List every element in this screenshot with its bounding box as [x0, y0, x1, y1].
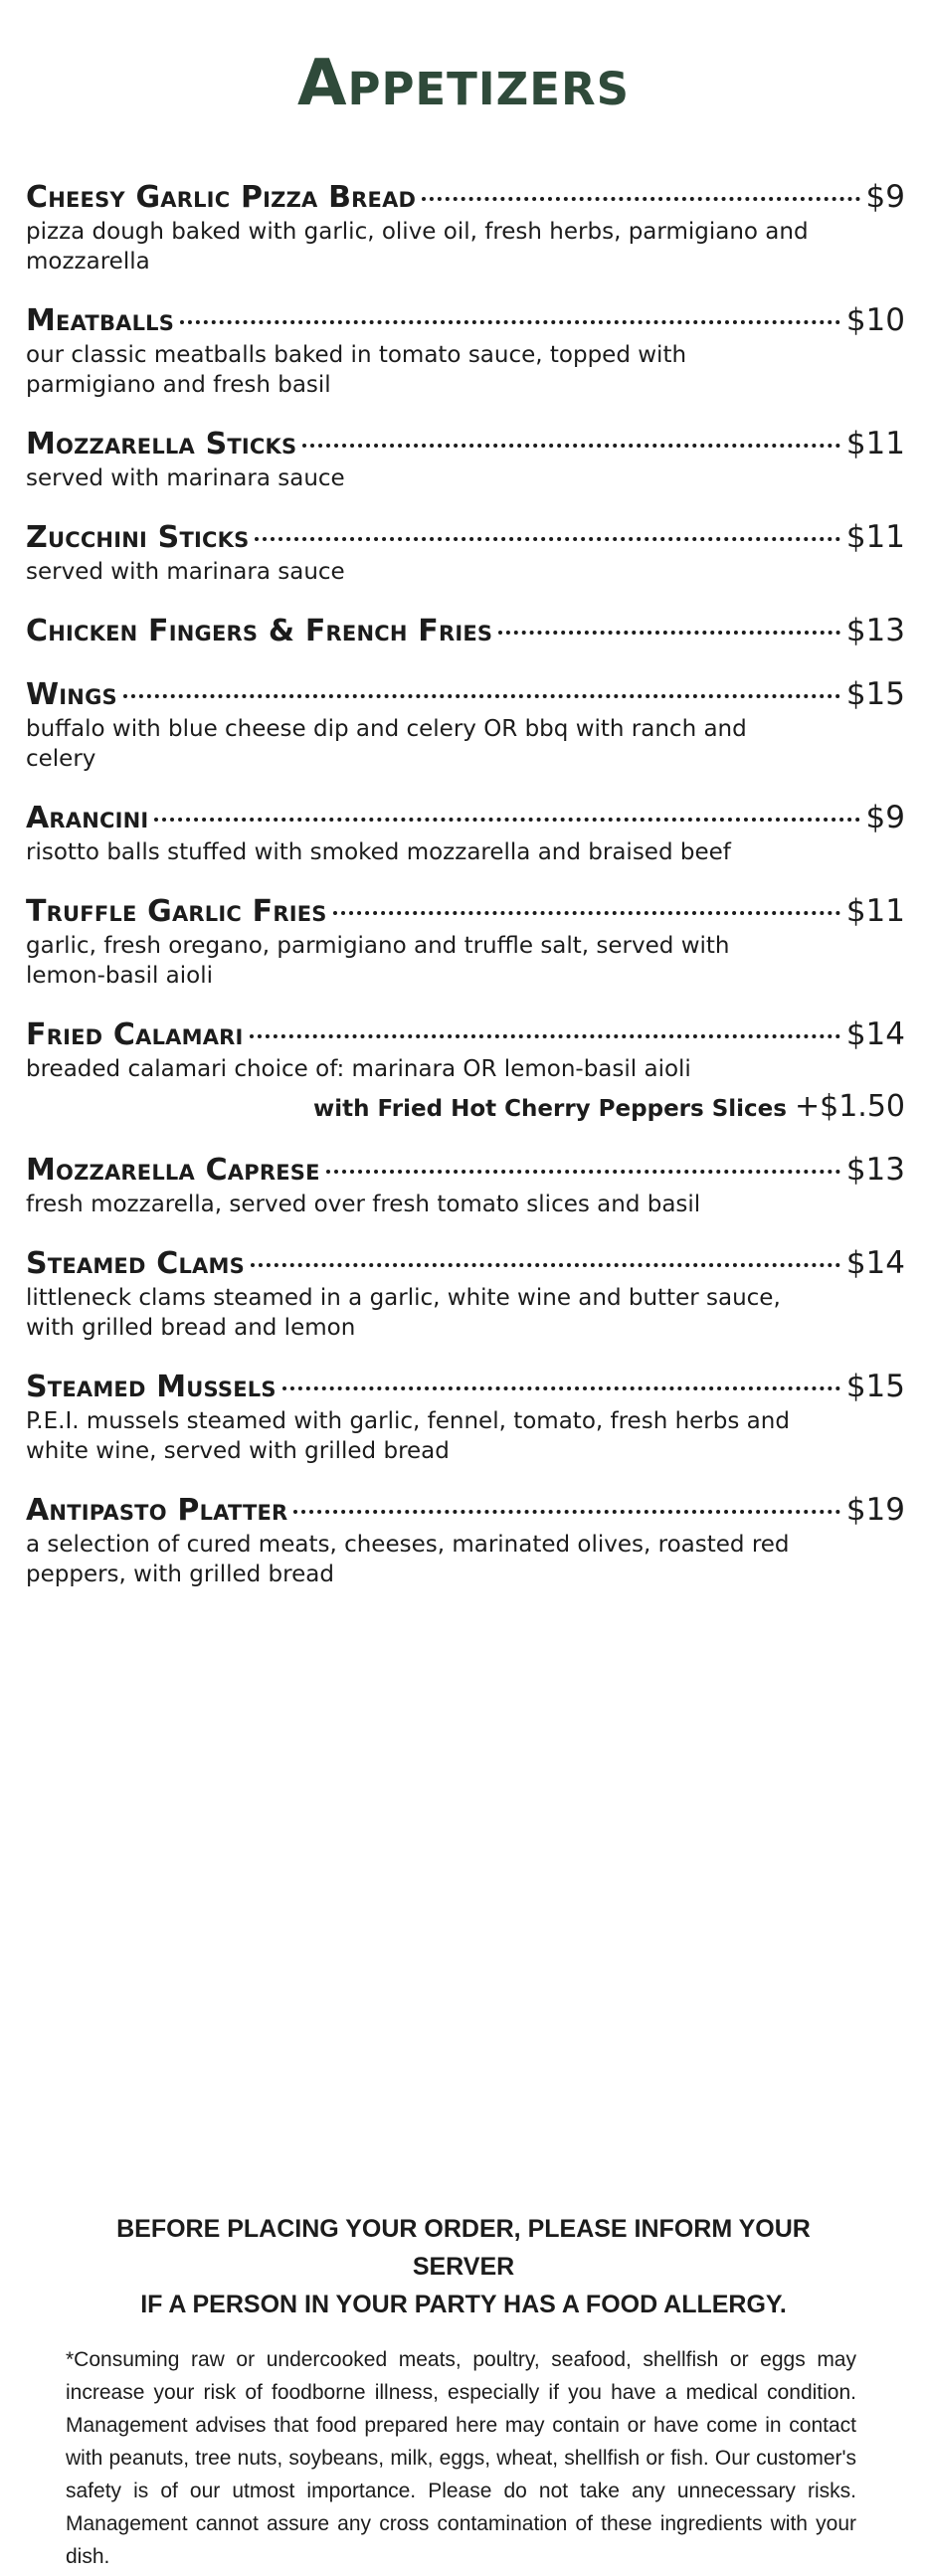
- item-description: P.E.I. mussels steamed with garlic, fennel, tomato, fresh herbs and white wine, served with grilled bread: [26, 1408, 790, 1464]
- allergy-disclaimer: *Consuming raw or undercooked meats, poultry, seafood, shellfish or eggs may increase your risk of foodborne illness, especially if you have a medical condition. Management advises that food prepared here may contain or have come in contact with peanuts, tree nuts, soybeans, milk, eggs, wheat, shellfish or fish. Our customer's safety is of our utmost importance. Please do not take any unnecessary risks. Management cannot assure any cross contamination of these ingredients with your dish.: [66, 2348, 856, 2568]
- item-price: $9: [865, 800, 905, 835]
- dot-leader: [255, 537, 839, 541]
- add-on-label: with Fried Hot Cherry Peppers Slices: [313, 1096, 787, 1122]
- item-name: Cheesy Garlic Pizza Bread: [26, 180, 417, 215]
- item-name: Fried Calamari: [26, 1017, 244, 1052]
- item-price: $11: [845, 519, 905, 555]
- allergy-heading-line-1: BEFORE PLACING YOUR ORDER, PLEASE INFORM YOUR SERVER: [116, 2215, 811, 2281]
- item-price: $10: [845, 302, 905, 338]
- allergy-heading: [66, 2210, 861, 2323]
- item-description: served with marinara sauce: [26, 559, 345, 585]
- item-price: $15: [845, 1369, 905, 1404]
- dot-leader: [154, 818, 859, 822]
- allergy-notice: [66, 2210, 861, 2573]
- item-name: Mozzarella Caprese: [26, 1153, 320, 1188]
- dot-leader: [326, 1170, 840, 1174]
- item-description: pizza dough baked with garlic, olive oil, fresh herbs, parmigiano and mozzarella: [26, 219, 809, 275]
- item-price: $13: [845, 613, 905, 648]
- item-add-on: [26, 1090, 905, 1126]
- item-name: Arancini: [26, 801, 149, 835]
- dot-leader: [333, 911, 840, 915]
- menu-item-fried-calamari: [26, 1014, 905, 1126]
- menu-item-chicken-fingers: [26, 611, 905, 650]
- menu-title: Appetizers: [296, 47, 631, 120]
- dot-leader: [293, 1510, 839, 1514]
- item-description: garlic, fresh oregano, parmigiano and truffle salt, served with lemon-basil aioli: [26, 933, 730, 989]
- menu-item-mozzarella-caprese: [26, 1150, 905, 1219]
- menu-item-steamed-clams: [26, 1243, 905, 1343]
- item-name: Antipasto Platter: [26, 1493, 288, 1528]
- dot-leader: [282, 1386, 840, 1390]
- item-name: Chicken Fingers & French Fries: [26, 614, 493, 648]
- item-description: buffalo with blue cheese dip and celery OR bbq with ranch and celery: [26, 716, 747, 772]
- menu-item-truffle-garlic-fries: [26, 891, 905, 991]
- appetizer-list: [26, 177, 905, 1613]
- item-description: breaded calamari choice of: marinara OR lemon-basil aioli: [26, 1056, 691, 1082]
- dot-leader: [422, 197, 859, 201]
- item-price: $13: [845, 1152, 905, 1188]
- add-on-price: +$1.50: [794, 1089, 905, 1124]
- item-price: $14: [845, 1245, 905, 1281]
- item-description: served with marinara sauce: [26, 465, 345, 491]
- dot-leader: [302, 444, 839, 448]
- dot-leader: [498, 631, 840, 635]
- item-price: $11: [845, 426, 905, 461]
- menu-item-steamed-mussels: [26, 1367, 905, 1466]
- menu-item-mozzarella-sticks: [26, 424, 905, 493]
- item-name: Wings: [26, 677, 117, 712]
- menu-item-meatballs: [26, 300, 905, 400]
- item-description: a selection of cured meats, cheeses, marinated olives, roasted red peppers, with grilled bread: [26, 1532, 790, 1587]
- item-price: $14: [845, 1016, 905, 1052]
- item-name: Steamed Mussels: [26, 1370, 277, 1404]
- item-price: $15: [845, 676, 905, 712]
- menu-item-zucchini-sticks: [26, 517, 905, 587]
- item-name: Truffle Garlic Fries: [26, 894, 327, 929]
- item-description: littleneck clams steamed in a garlic, white wine and butter sauce, with grilled bread and lemon: [26, 1285, 781, 1341]
- item-price: $19: [845, 1492, 905, 1528]
- item-description: our classic meatballs baked in tomato sauce, topped with parmigiano and fresh basil: [26, 342, 687, 398]
- item-name: Steamed Clams: [26, 1246, 245, 1281]
- menu-item-arancini: [26, 798, 905, 867]
- dot-leader: [251, 1263, 840, 1267]
- item-description: risotto balls stuffed with smoked mozzarella and braised beef: [26, 839, 731, 865]
- menu-item-antipasto-platter: [26, 1490, 905, 1589]
- item-price: $11: [845, 893, 905, 929]
- dot-leader: [123, 694, 840, 698]
- dot-leader: [250, 1034, 840, 1038]
- item-name: Meatballs: [26, 303, 175, 338]
- item-name: Mozzarella Sticks: [26, 427, 297, 461]
- allergy-heading-line-2: IF A PERSON IN YOUR PARTY HAS A FOOD ALLERGY.: [140, 2291, 787, 2318]
- menu-item-cheesy-garlic-pizza-bread: [26, 177, 905, 276]
- item-price: $9: [865, 179, 905, 215]
- item-description: fresh mozzarella, served over fresh tomato slices and basil: [26, 1192, 701, 1217]
- item-name: Zucchini Sticks: [26, 520, 250, 555]
- menu-item-wings: [26, 674, 905, 774]
- dot-leader: [180, 320, 840, 324]
